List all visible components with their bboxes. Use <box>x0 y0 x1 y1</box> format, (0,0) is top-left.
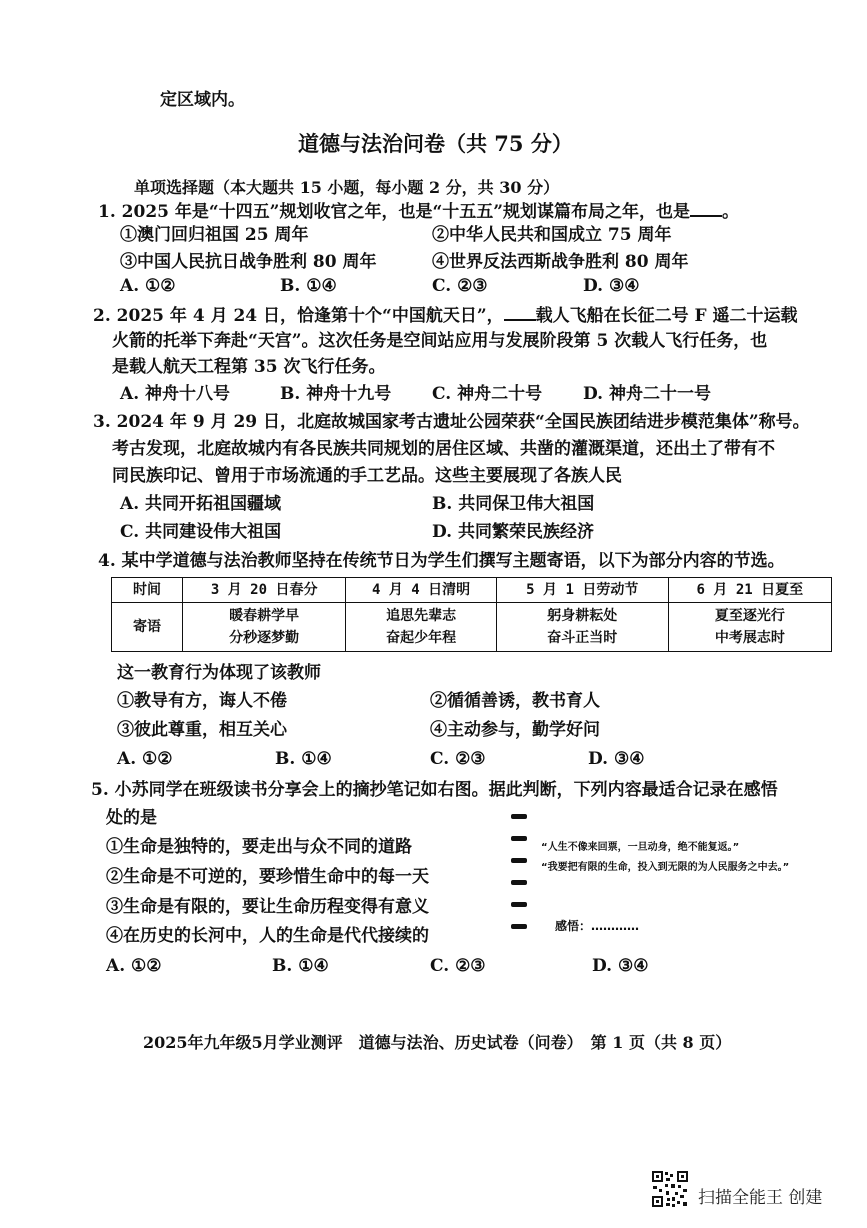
q1-option-a: A. ①② <box>120 276 176 296</box>
q3-option-a: A. 共同开拓祖国疆域 <box>120 494 282 514</box>
table-header-time: 时间 <box>112 578 183 603</box>
q2-line-3: 是载人航天工程第 35 次飞行任务。 <box>112 357 386 377</box>
q1-item-1: ①澳门回归祖国 25 周年 <box>120 225 309 245</box>
table-cell <box>183 603 346 652</box>
q4-option-d: D. ③④ <box>588 749 645 769</box>
notebook-illustration <box>509 810 829 950</box>
table-col-3: 5 月 1 日劳动节 <box>496 578 668 603</box>
q2-option-b: B. 神舟十九号 <box>280 384 392 404</box>
q5-line-2: 处的是 <box>106 808 157 828</box>
q1-stem-text: 1. 2025 年是“十四五”规划收官之年，也是“十五五”规划谋篇布局之年，也是 <box>98 202 691 222</box>
q4-item-4: ④主动参与，勤学好问 <box>430 720 600 740</box>
table-cell <box>668 603 831 652</box>
q4-item-2: ②循循善诱，教书育人 <box>430 691 600 711</box>
q1-stem-end: 。 <box>722 202 740 222</box>
q1-option-d: D. ③④ <box>583 276 640 296</box>
cell-line: 夏至逐光行 <box>714 608 785 624</box>
q5-item-1: ①生命是独特的，要走出与众不同的道路 <box>106 837 412 857</box>
table-header-msg: 寄语 <box>112 603 183 652</box>
q2-line-1 <box>93 303 798 327</box>
q3-line-1: 3. 2024 年 9 月 29 日，北庭故城国家考古遗址公园荣获“全国民族团结进步模范集体”称号。 <box>93 412 810 432</box>
q2-text-a: 2. 2025 年 4 月 24 日，恰逢第十个“中国航天日”， <box>93 306 504 326</box>
page-title: 道德与法治问卷（共 75 分） <box>298 131 573 156</box>
q5-item-4: ④在历史的长河中，人的生命是代代接续的 <box>106 926 429 946</box>
q1-option-b: B. ①④ <box>280 276 337 296</box>
q5-option-d: D. ③④ <box>592 956 649 976</box>
q3-option-d: D. 共同繁荣民族经济 <box>432 522 594 542</box>
note-quote-2: “我要把有限的生命，投入到无限的为人民服务之中去。” <box>541 862 790 873</box>
table-cell <box>496 603 668 652</box>
q3-line-2: 考古发现，北庭故城内有各民族共同规划的居住区域、共凿的灌溉渠道，还出土了带有不 <box>112 439 775 459</box>
q2-option-c: C. 神舟二十号 <box>432 384 543 404</box>
cell-line: 追思先辈志 <box>386 608 457 624</box>
table-row <box>112 578 832 603</box>
spiral-binding-icon <box>509 812 529 942</box>
q2-option-d: D. 神舟二十一号 <box>583 384 711 404</box>
q2-option-a: A. 神舟十八号 <box>120 384 231 404</box>
q4-greeting-table <box>111 577 832 652</box>
q1-option-c: C. ②③ <box>432 276 488 296</box>
note-reflection: 感悟：………… <box>555 919 640 933</box>
q1-item-3: ③中国人民抗日战争胜利 80 周年 <box>120 252 377 272</box>
qr-code-icon <box>651 1170 689 1208</box>
q4-item-3: ③彼此尊重，相互关心 <box>117 720 287 740</box>
q4-option-b: B. ①④ <box>275 749 332 769</box>
table-row <box>112 603 832 652</box>
table-col-4: 6 月 21 日夏至 <box>668 578 831 603</box>
q5-option-c: C. ②③ <box>430 956 486 976</box>
note-quote-1: “人生不像来回票，一旦动身，绝不能复返。” <box>541 842 740 853</box>
q1-blank <box>690 199 722 217</box>
q4-item-1: ①教导有方，诲人不倦 <box>117 691 287 711</box>
q4-option-c: C. ②③ <box>430 749 486 769</box>
q5-item-2: ②生命是不可逆的，要珍惜生命中的每一天 <box>106 867 429 887</box>
table-col-2: 4 月 4 日清明 <box>346 578 497 603</box>
q3-option-c: C. 共同建设伟大祖国 <box>120 522 282 542</box>
table-col-1: 3 月 20 日春分 <box>183 578 346 603</box>
scanner-watermark: 扫描全能王 创建 <box>698 1188 823 1208</box>
q1-item-2: ②中华人民共和国成立 75 周年 <box>432 225 672 245</box>
q4-question: 这一教育行为体现了该教师 <box>117 663 321 683</box>
q5-option-b: B. ①④ <box>272 956 329 976</box>
page-footer: 2025年九年级5月学业测评 道德与法治、历史试卷（问卷） 第 1 页（共 8 页） <box>143 1033 732 1052</box>
q2-blank <box>504 303 536 321</box>
q4-stem: 4. 某中学道德与法治教师坚持在传统节日为学生们撰写主题寄语，以下为部分内容的节选。 <box>98 551 785 571</box>
q4-option-a: A. ①② <box>117 749 173 769</box>
q5-item-3: ③生命是有限的，要让生命历程变得有意义 <box>106 897 429 917</box>
q3-line-3: 同民族印记、曾用于市场流通的手工艺品。这些主要展现了各族人民 <box>112 466 622 486</box>
cell-line: 中考展志时 <box>714 630 785 646</box>
cell-line: 躬身耕耘处 <box>547 608 618 624</box>
section-heading: 单项选择题（本大题共 15 小题，每小题 2 分，共 30 分） <box>134 178 560 197</box>
q2-line-2: 火箭的托举下奔赴“天宫”。这次任务是空间站应用与发展阶段第 5 次载人飞行任务，也 <box>112 331 768 351</box>
table-cell <box>346 603 497 652</box>
q1-stem <box>98 199 739 223</box>
cell-line: 分秒逐梦勤 <box>229 630 300 646</box>
cell-line: 奋起少年程 <box>386 630 457 646</box>
cell-line: 暖春耕学早 <box>229 608 300 624</box>
q1-item-4: ④世界反法西斯战争胜利 80 周年 <box>432 252 689 272</box>
q5-option-a: A. ①② <box>106 956 162 976</box>
cell-line: 奋斗正当时 <box>547 630 618 646</box>
header-fragment: 定区域内。 <box>160 90 245 110</box>
q5-line-1: 5. 小苏同学在班级读书分享会上的摘抄笔记如右图。据此判断，下列内容最适合记录在感悟 <box>91 780 778 800</box>
q3-option-b: B. 共同保卫伟大祖国 <box>432 494 595 514</box>
q2-text-b: 载人飞船在长征二号 F 遥二十运载 <box>535 306 798 326</box>
